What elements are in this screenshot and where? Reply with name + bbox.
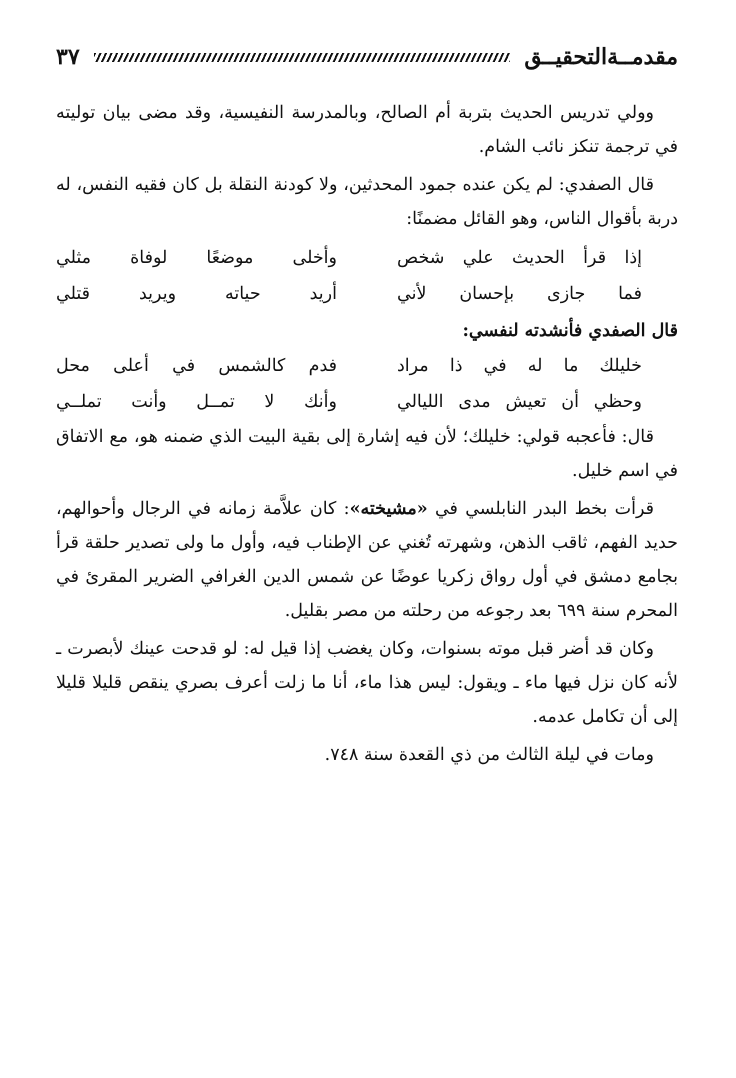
running-title: مقدمــةالتحقيــق: [524, 44, 678, 70]
paragraph-4-lead: قرأت بخط البدر النابلسي في: [427, 499, 654, 519]
paragraph-4: [56, 492, 678, 628]
section-subheading: قال الصفدي فأنشدته لنفسي:: [462, 321, 678, 341]
paragraph-2: قال الصفدي: لم يكن عنده جمود المحدثين، ولا كودنة النقلة بل كان فقيه النفس، له دربة بأقوال الناس، وهو القائل مضمنًا:: [56, 175, 678, 229]
poem-1: [56, 240, 678, 312]
paragraph-5: وكان قد أضر قبل موته بسنوات، وكان يغضب إذا قيل له: لو قدحت عينك لأبصرت ـ لأنه كان نزل فيها ماء ـ ويقول: ليس هذا ماء، أنا ما زلت أعرف بصري ينقص قليلا قليلا إلى أن تكامل عدمه.: [56, 639, 678, 727]
verse-second-hemistich: أريد حياته ويريد قتلي: [56, 284, 337, 304]
page-number: ٣٧: [56, 44, 80, 70]
paragraph-1: وولي تدريس الحديث بتربة أم الصالح، وبالمدرسة النفيسية، وقد مضى بيان توليته في ترجمة تنكز نائب الشام.: [56, 103, 678, 157]
verse-line: [56, 348, 678, 384]
book-title: «مشيخته»: [349, 499, 428, 519]
verse-first-hemistich: فما جازى بإحسان لأني: [397, 284, 642, 304]
verse-line: [56, 384, 678, 420]
page-header: [56, 40, 678, 74]
paragraph-4-rest: : كان علاَّمة زمانه في الرجال وأحوالهم، حديد الفهم، ثاقب الذهن، وشهرته تُغني عن الإطناب فيه، وأول ما ولى تصدير حلقة قرأ بجامع دمشق في أول رواق زكريا عوضًا عن شمس الدين الغرافي الضرير المقرئ في المحرم سنة ٦٩٩ بعد رجوعه من رحلته من مصر بقليل.: [56, 499, 678, 621]
verse-line: [56, 276, 678, 312]
verse-second-hemistich: فدم كالشمس في أعلى محل: [56, 356, 337, 376]
verse-first-hemistich: إذا قرأ الحديث علي شخص: [397, 248, 642, 268]
body-text: [56, 96, 678, 776]
poem-2: [56, 348, 678, 420]
verse-first-hemistich: وحظي أن تعيش مدى الليالي: [397, 392, 642, 412]
verse-second-hemistich: وأخلى موضعًا لوفاة مثلي: [56, 248, 337, 268]
verse-second-hemistich: وأنك لا تمــل وأنت تملــي: [56, 392, 337, 412]
verse-first-hemistich: خليلك ما له في ذا مراد: [397, 356, 642, 376]
verse-line: [56, 240, 678, 276]
header-rule: [94, 53, 511, 62]
paragraph-3: قال: فأعجبه قولي: خليلك؛ لأن فيه إشارة إلى بقية البيت الذي ضمنه هو، مع الاتفاق في اسم خليل.: [56, 427, 678, 481]
paragraph-6: ومات في ليلة الثالث من ذي القعدة سنة ٧٤٨.: [324, 745, 654, 765]
